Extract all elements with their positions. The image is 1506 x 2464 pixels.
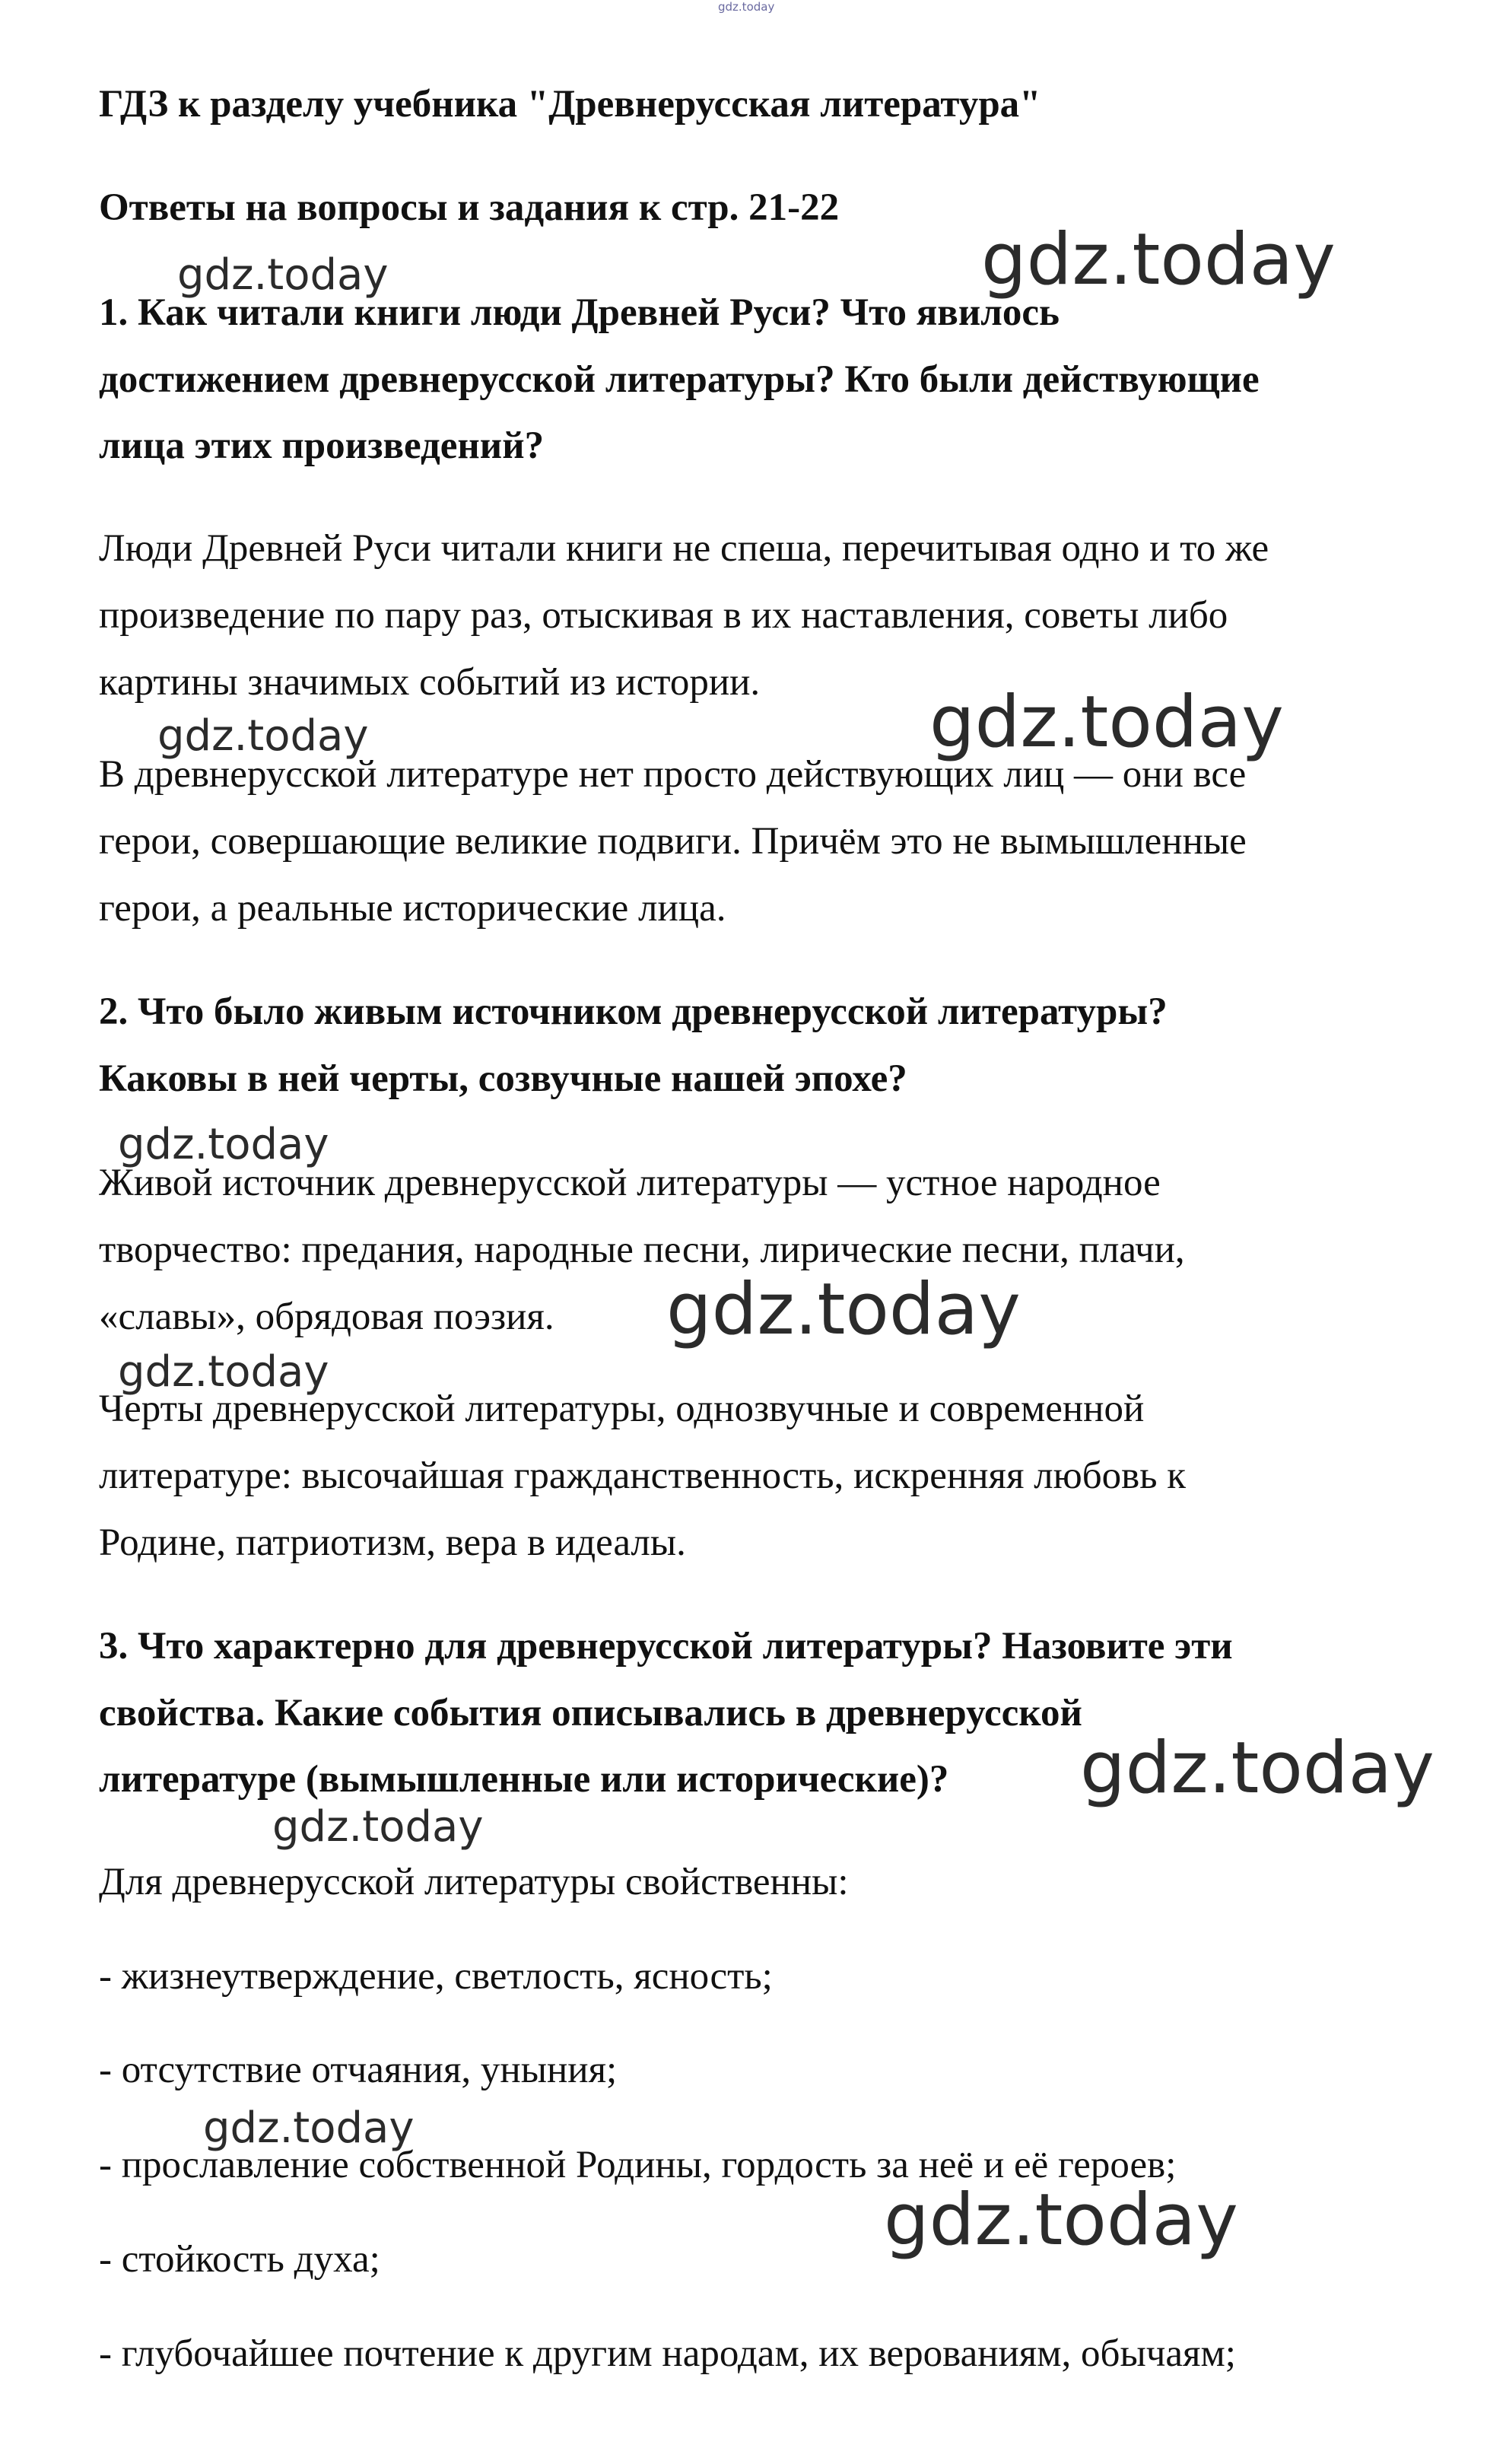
answer-2-p1-line-3: «славы», обрядовая поэзия.: [99, 1296, 554, 1338]
question-3-line-3: литературе (вымышленные или исторические)?: [99, 1758, 949, 1801]
answer-3-item-5: - глубочайшее почтение к другим народам, их верованиям, обычаям;: [99, 2332, 1236, 2375]
answer-2-p1-line-1: Живой источник древнерусской литературы — устное народное: [99, 1162, 1161, 1204]
answer-3-intro: Для древнерусской литературы свойственны:: [99, 1861, 849, 1903]
question-2-line-1: 2. Что было живым источником древнерусской литературы?: [99, 990, 1168, 1033]
watermark-top: gdz.today: [718, 0, 775, 14]
answer-1-p1-line-2: произведение по пару раз, отыскивая в их наставления, советы либо: [99, 594, 1228, 637]
question-1-line-1: 1. Как читали книги люди Древней Руси? Что явилось: [99, 291, 1060, 334]
watermark-1: gdz.today: [177, 250, 389, 300]
answer-1-p2-line-3: герои, а реальные исторические лица.: [99, 887, 726, 930]
answer-2-p1-line-2: творчество: предания, народные песни, лирические песни, плачи,: [99, 1229, 1185, 1271]
question-1-line-2: достижением древнерусской литературы? Кто были действующие: [99, 358, 1260, 401]
page-subtitle: Ответы на вопросы и задания к стр. 21-22: [99, 186, 840, 229]
question-1-line-3: лица этих произведений?: [99, 424, 545, 467]
watermark-7: gdz.today: [118, 1347, 329, 1397]
answer-1-p2-line-1: В древнерусской литературе нет просто действующих лиц — они все: [99, 753, 1247, 796]
question-3-line-2: свойства. Какие события описывались в древнерусской: [99, 1692, 1082, 1734]
question-3-line-1: 3. Что характерно для древнерусской литературы? Назовите эти: [99, 1625, 1233, 1668]
answer-2-p2-line-3: Родине, патриотизм, вера в идеалы.: [99, 1521, 686, 1564]
watermark-9: gdz.today: [272, 1802, 484, 1852]
page-title: ГДЗ к разделу учебника "Древнерусская литература": [99, 83, 1041, 126]
answer-2-p2-line-2: литературе: высочайшая гражданственность, искренняя любовь к: [99, 1455, 1187, 1497]
answer-3-item-1: - жизнеутверждение, светлость, ясность;: [99, 1955, 773, 1998]
answer-1-p1-line-1: Люди Древней Руси читали книги не спеша, перечитывая одно и то же: [99, 527, 1269, 570]
question-2-line-2: Каковы в ней черты, созвучные нашей эпохе?: [99, 1057, 907, 1100]
watermark-4: gdz.today: [929, 681, 1284, 764]
watermark-8: gdz.today: [1080, 1727, 1435, 1810]
watermark-5: gdz.today: [118, 1120, 329, 1169]
watermark-10: gdz.today: [203, 2103, 415, 2153]
watermark-3: gdz.today: [157, 711, 369, 761]
answer-3-item-2: - отсутствие отчаяния, уныния;: [99, 2049, 618, 2091]
answer-3-item-4: - стойкость духа;: [99, 2238, 380, 2281]
answer-1-p2-line-2: герои, совершающие великие подвиги. Причём это не вымышленные: [99, 820, 1247, 863]
answer-2-p2-line-1: Черты древнерусской литературы, однозвучные и современной: [99, 1388, 1145, 1430]
answer-3-item-3: - прославление собственной Родины, гордость за неё и её героев;: [99, 2144, 1177, 2186]
watermark-2: gdz.today: [981, 218, 1336, 301]
watermark-6: gdz.today: [666, 1268, 1021, 1351]
answer-1-p1-line-3: картины значимых событий из истории.: [99, 661, 761, 704]
watermark-11: gdz.today: [884, 2179, 1238, 2262]
